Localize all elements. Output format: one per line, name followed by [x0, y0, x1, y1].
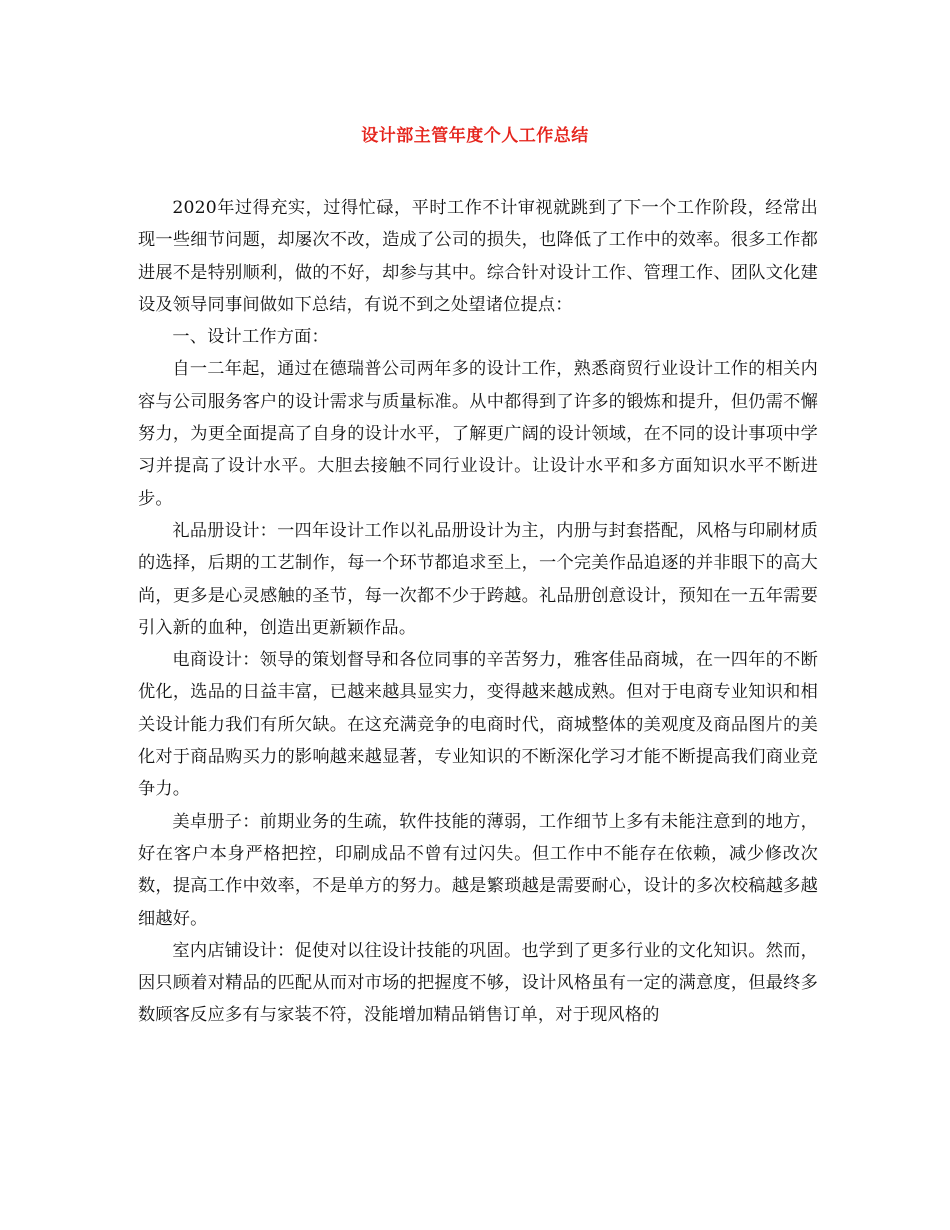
- paragraph-design-overview: 自一二年起，通过在德瑞普公司两年多的设计工作，熟悉商贸行业设计工作的相关内容与公司服务客户的设计需求与质量标准。从中都得到了许多的锻炼和提升，但仍需不懈努力，为更全面提高了自身的设计水平，了解更广阔的设计领域，在不同的设计事项中学习并提高了设计水平。大胆去接触不同行业设计。让设计水平和多方面知识水平不断进步。: [138, 359, 818, 509]
- paragraph-ecommerce-design: 电商设计：领导的策划督导和各位同事的辛苦努力，雅客佳品商城，在一四年的不断优化，选品的日益丰富，已越来越具显实力，变得越来越成熟。但对于电商专业知识和相关设计能力我们有所欠缺。在这充满竞争的电商时代，商城整体的美观度及商品图片的美化对于商品购买力的影响越来越显著，专业知识的不断深化学习才能不断提高我们商业竞争力。: [138, 650, 818, 800]
- paragraph-intro: 2020年过得充实，过得忙碌，平时工作不计审视就跳到了下一个工作阶段，经常出现一些细节问题，却屡次不改，造成了公司的损失，也降低了工作中的效率。很多工作都进展不是特别顺利，做的不好，却参与其中。综合针对设计工作、管理工作、团队文化建设及领导同事间做如下总结，有说不到之处望诸位提点：: [138, 198, 818, 315]
- section-heading-design-work: 一、设计工作方面：: [172, 327, 329, 348]
- document-body: [138, 192, 818, 1032]
- paragraph-store-interior-design: 室内店铺设计：促使对以往设计技能的巩固。也学到了更多行业的文化知识。然而，因只顾着对精品的匹配从而对市场的把握度不够，设计风格虽有一定的满意度，但最终多数顾客反应多有与家装不符，没能增加精品销售订单，对于现风格的: [138, 940, 818, 1026]
- document-title: 设计部主管年度个人工作总结: [361, 126, 589, 146]
- paragraph-gift-booklet-design: 礼品册设计：一四年设计工作以礼品册设计为主，内册与封套搭配，风格与印刷材质的选择，后期的工艺制作，每一个环节都追求至上，一个完美作品追逐的并非眼下的高大尚，更多是心灵感触的圣节，每一次都不少于跨越。礼品册创意设计，预知在一五年需要引入新的血种，创造出更新颖作品。: [138, 520, 818, 638]
- paragraph-meizhuo-booklet: 美卓册子：前期业务的生疏，软件技能的薄弱，工作细节上多有未能注意到的地方，好在客户本身严格把控，印刷成品不曾有过闪失。但工作中不能存在依赖，减少修改次数，提高工作中效率，不是单方的努力。越是繁琐越是需要耐心，设计的多次校稿越多越细越好。: [138, 811, 818, 929]
